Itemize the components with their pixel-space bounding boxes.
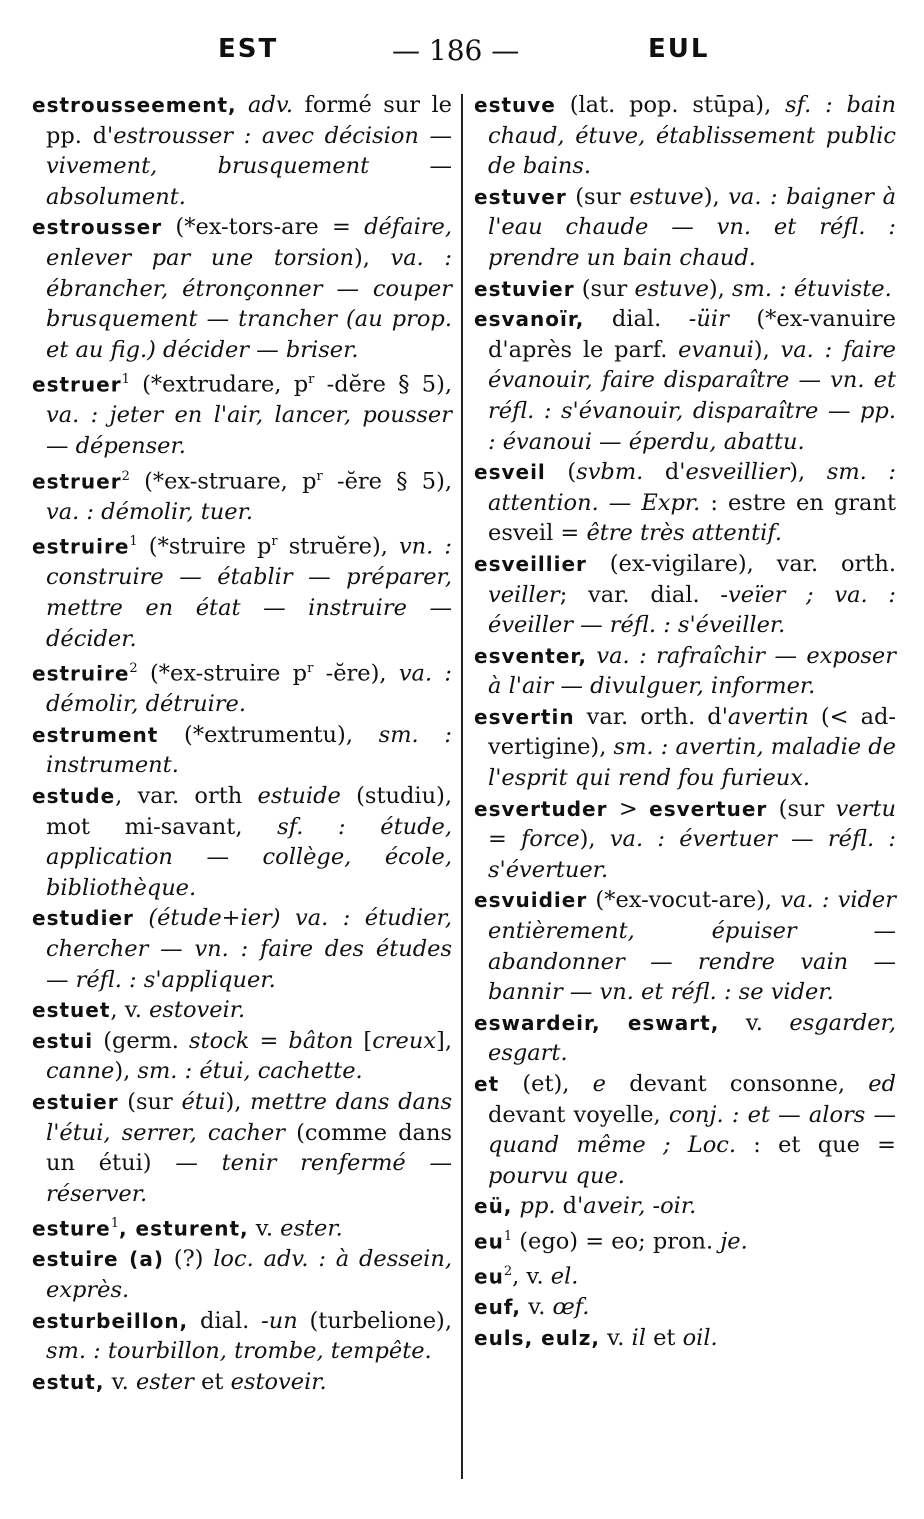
dictionary-entry: [32, 1026, 452, 1087]
entry-text-italic: estoveir.: [230, 1368, 327, 1395]
headword: esveillier: [474, 551, 587, 576]
entry-text: ),: [753, 336, 781, 363]
superscript: r: [308, 372, 315, 388]
entry-text-italic: sm. : étui, cachette.: [137, 1058, 363, 1085]
headword: eswardeir, eswart,: [474, 1010, 720, 1035]
dictionary-entry: [32, 90, 452, 212]
entry-text: ),: [353, 244, 391, 271]
dictionary-entry: [32, 720, 452, 781]
dictionary-entry: [32, 1087, 452, 1209]
superscript: 2: [129, 661, 138, 677]
headword: estruire: [32, 661, 130, 686]
entry-text-italic: œf.: [552, 1294, 590, 1321]
headword: esvertin: [474, 704, 575, 729]
headword: estut,: [32, 1369, 105, 1394]
entry-text-italic: creux: [372, 1027, 437, 1054]
entry-text-italic: estuve: [634, 275, 709, 302]
entry-text: (*ex-vanuire d'après le parf.: [488, 306, 896, 363]
entry-text: [: [353, 1027, 373, 1054]
headword: estui: [32, 1028, 94, 1053]
entry-text-italic: estuve: [629, 183, 704, 210]
entry-text: , var. orth: [115, 783, 258, 810]
entry-text: (*extrumentu),: [158, 721, 379, 748]
entry-text-italic: défaire, enlever par une torsion: [46, 214, 452, 271]
superscript: 1: [110, 1216, 119, 1232]
headword: estrument: [32, 722, 159, 747]
entry-text: =: [249, 1027, 289, 1054]
entry-text: v.: [521, 1294, 553, 1321]
entry-text-italic: oil.: [682, 1324, 718, 1351]
dictionary-entry: [32, 1209, 452, 1244]
entry-text-italic: estrousser: [113, 122, 234, 149]
entry-text: : estre en grant esveil =: [488, 489, 896, 547]
entry-text: dial.: [584, 306, 689, 333]
entry-text-italic: va. : baigner à l'eau chaude — vn. et réfl. : prendre un bain chaud.: [488, 183, 896, 271]
entry-text: devant voyelle,: [488, 1101, 669, 1128]
dictionary-entry: [474, 549, 896, 641]
entry-text-italic: avertin: [727, 703, 809, 730]
entry-text: v.: [248, 1215, 281, 1242]
entry-text: ),: [708, 275, 732, 302]
entry-text: -dĕre § 5),: [314, 371, 452, 398]
headword: estudier: [32, 906, 134, 931]
entry-text-italic: mettre dans dans l'étui, serrer, cacher: [46, 1089, 452, 1146]
entry-text-italic: ester.: [280, 1215, 343, 1242]
headword: et: [474, 1072, 500, 1096]
entry-text: (comme dans un étui) —: [46, 1119, 453, 1177]
headword: esvanoïr,: [474, 307, 585, 332]
entry-text: (studiu), mot mi-savant,: [46, 783, 452, 840]
superscript: 1: [121, 372, 130, 388]
running-header: [0, 34, 924, 74]
dictionary-entry: [474, 1069, 896, 1191]
entry-text: (sur: [767, 795, 836, 822]
dictionary-entry: [474, 794, 896, 886]
headword: estuvier: [474, 276, 575, 301]
dictionary-entry: [32, 654, 452, 720]
entry-text: -ĕre § 5),: [322, 468, 452, 495]
entry-text: , v.: [110, 997, 150, 1024]
entry-text-italic: svbm.: [576, 459, 644, 486]
superscript: 2: [121, 468, 130, 484]
entry-text: d': [643, 459, 686, 486]
dictionary-entry: [32, 462, 452, 528]
headword: esvertuer: [649, 796, 768, 821]
entry-text: : et que =: [736, 1132, 896, 1159]
entry-text-italic: canne: [46, 1058, 115, 1085]
entry-text: dial.: [188, 1307, 262, 1334]
entry-text: (*ex-struare, p: [129, 468, 317, 495]
superscript: r: [307, 661, 314, 677]
dictionary-entry: [474, 1257, 896, 1292]
superscript: 1: [503, 1228, 513, 1244]
dictionary-entry: [474, 1008, 896, 1069]
dictionary-entry: [32, 781, 452, 903]
dictionary-entry: [474, 885, 896, 1007]
headword: estuve: [474, 93, 556, 117]
entry-text: (sur: [574, 275, 635, 302]
entry-text-italic: va. : jeter en l'air, lancer, pousser — dépenser.: [46, 402, 452, 460]
entry-text-italic: vertu = force: [488, 795, 896, 853]
dictionary-entry: [474, 1292, 896, 1323]
entry-text-italic: evanui: [678, 336, 754, 363]
right-guide-word: EUL: [648, 34, 710, 64]
entry-text-italic: sm. : instrument.: [46, 721, 452, 779]
headword: eu: [474, 1229, 504, 1254]
headword: eü,: [474, 1194, 513, 1219]
entry-text: ),: [114, 1058, 138, 1085]
headword: estuver: [474, 184, 567, 209]
headword: esturbeillon,: [32, 1308, 189, 1333]
entry-text: et: [193, 1368, 231, 1395]
entry-text: , v.: [512, 1263, 551, 1290]
entry-text-italic: el.: [550, 1263, 579, 1290]
entry-text: ; var. dial.: [559, 581, 721, 608]
dictionary-entry: [474, 641, 896, 702]
entry-text-italic: conj. : et — alors — quand même ; Loc.: [488, 1101, 896, 1159]
page-number: — 186 —: [392, 34, 520, 67]
headword: estrousseement,: [32, 93, 237, 117]
column-rule: [461, 94, 463, 1479]
dictionary-entry: [474, 1323, 896, 1354]
entry-text-italic: aveir, -oir.: [583, 1193, 697, 1220]
entry-text-italic: loc. adv. : à dessein, exprès.: [46, 1246, 452, 1304]
headword: esventer,: [474, 643, 587, 668]
dictionary-entry: [32, 1367, 452, 1398]
entry-text-italic: va. : vider entièrement, épuiser — abandonner — rendre vain — bannir — vn. et réfl. : se vider.: [488, 887, 896, 1006]
entry-text-italic: vn. : construire — établir — préparer, mettre en état — instruire — décider.: [46, 533, 452, 652]
entry-text-italic: va. : démolir, détruire.: [46, 660, 452, 718]
entry-text-italic: : avec décision — vivement, brusquement — absolument.: [46, 122, 453, 210]
dictionary-entry: [32, 995, 452, 1026]
entry-text: (*ex-tors-are =: [162, 214, 365, 241]
entry-text: ],: [436, 1027, 452, 1054]
entry-text-italic: -veïer ; va. : éveiller — réfl. : s'éveiller.: [488, 581, 896, 639]
entry-text: (ex-vigilare), var. orth.: [586, 550, 896, 577]
entry-text-italic: ed: [868, 1071, 896, 1097]
dictionary-entry: [474, 182, 896, 274]
entry-text: (*extrudare, p: [129, 371, 309, 398]
entry-text: ),: [703, 183, 729, 210]
headword: esture: [32, 1216, 111, 1241]
entry-text: (turbelione),: [297, 1307, 452, 1334]
entry-text-italic: va. : rafraîchir — exposer à l'air — divulguer, informer.: [488, 642, 896, 700]
headword: esvuidier: [474, 888, 588, 913]
entry-text-italic: -üir: [688, 306, 729, 333]
entry-text: (< ad-vertigine),: [488, 703, 897, 761]
dictionary-entry: [32, 527, 452, 654]
entry-text: d': [555, 1193, 584, 1220]
entry-text-italic: e: [592, 1071, 606, 1097]
entry-text-italic: pp.: [512, 1193, 556, 1220]
dictionary-entry: [474, 90, 896, 182]
left-column: [32, 90, 452, 1397]
entry-text: (germ.: [93, 1027, 190, 1054]
entry-text-italic: sf. : étude, application — collège, école, bibliothèque.: [46, 813, 452, 901]
entry-text-italic: -un: [261, 1307, 298, 1334]
dictionary-entry: [474, 457, 896, 549]
entry-text-italic: (étude+ier) va. : étudier, chercher — vn. : faire des études — réfl. : s'appliquer.: [46, 905, 452, 993]
dictionary-entry: [32, 1244, 452, 1305]
entry-text-italic: être très attentif.: [586, 520, 783, 547]
entry-text-italic: estuide: [257, 783, 341, 810]
headword: estruire: [32, 534, 130, 559]
entry-text: (*ex-struire p: [137, 660, 308, 687]
entry-text: var. orth. d': [574, 703, 728, 730]
superscript: r: [271, 534, 278, 550]
headword: estuire (a): [32, 1247, 164, 1272]
headword: estrousser: [32, 215, 163, 240]
entry-text: >: [607, 795, 650, 822]
entry-text-italic: stock: [189, 1027, 250, 1054]
dictionary-entry: [474, 1191, 896, 1222]
headword: estuet: [32, 998, 111, 1023]
entry-text: ),: [789, 459, 827, 486]
dictionary-entry: [32, 365, 452, 461]
headword: esveil: [474, 460, 546, 485]
entry-text: (sur: [566, 183, 630, 210]
entry-text: (sur: [118, 1089, 182, 1115]
entry-text: (ego) = eo; pron.: [512, 1228, 721, 1255]
entry-text-italic: étui: [181, 1089, 226, 1115]
entry-text: devant consonne,: [606, 1071, 869, 1097]
entry-text-italic: je.: [720, 1228, 748, 1255]
headword: eu: [474, 1264, 504, 1289]
entry-text-italic: va. : ébrancher, étronçonner — couper brusquement — trancher (au prop. et au fig.) décider — briser.: [46, 244, 452, 363]
headword: , esturent,: [118, 1216, 249, 1241]
entry-text: (et),: [499, 1071, 593, 1097]
entry-text-italic: adv.: [236, 92, 294, 118]
entry-text-italic: sm. : étuviste.: [732, 275, 892, 302]
entry-text: (*struire p: [137, 533, 272, 560]
entry-text: ),: [225, 1089, 251, 1115]
entry-text-italic: il: [631, 1324, 646, 1351]
dictionary-entry: [474, 304, 896, 457]
entry-text-italic: ester: [135, 1368, 194, 1395]
entry-text-italic: sm. : attention. — Expr.: [488, 459, 896, 516]
dictionary-entry: [32, 212, 452, 365]
left-guide-word: EST: [218, 34, 279, 64]
entry-text-italic: tenir renfermé — réserver.: [46, 1150, 452, 1207]
superscript: 2: [503, 1264, 513, 1280]
entry-text: -ĕre),: [313, 660, 399, 687]
entry-text-italic: pourvu que.: [488, 1162, 625, 1189]
dictionary-entry: [474, 274, 896, 305]
entry-text: v.: [719, 1009, 790, 1036]
dictionary-entry: [32, 1306, 452, 1367]
entry-text-italic: bâton: [288, 1027, 354, 1054]
entry-text: v.: [104, 1368, 136, 1395]
entry-text-italic: va. : démolir, tuer.: [46, 498, 254, 525]
entry-text-italic: sm. : tourbillon, trombe, tempête.: [46, 1338, 432, 1365]
entry-text: struĕre),: [277, 533, 399, 560]
entry-text-italic: estoveir.: [149, 997, 246, 1024]
headword: estruer: [32, 469, 122, 494]
entry-text-italic: esgarder, esgart.: [488, 1009, 896, 1067]
right-column: [474, 90, 896, 1353]
entry-text-italic: esveillier: [685, 459, 790, 486]
entry-text-italic: va. : évertuer — réfl. : s'évertuer.: [488, 826, 896, 883]
dictionary-entry: [32, 903, 452, 995]
entry-text-italic: sm. : avertin, maladie de l'esprit qui rend fou furieux.: [488, 734, 896, 792]
headword: euls, eulz,: [474, 1325, 601, 1350]
entry-text-italic: veiller: [488, 581, 560, 608]
dictionary-entry: [474, 1222, 896, 1257]
entry-text: (lat. pop. stūpa),: [555, 92, 786, 118]
entry-text: (?): [163, 1246, 214, 1273]
entry-text: (: [545, 459, 577, 486]
headword: estude: [32, 784, 116, 809]
entry-text: (*ex-vocut-are),: [587, 887, 781, 914]
superscript: 1: [129, 534, 138, 550]
headword: estruer: [32, 372, 122, 397]
headword: euf,: [474, 1295, 522, 1320]
entry-text: formé sur le pp. d': [46, 92, 452, 149]
dictionary-entry: [474, 702, 896, 794]
entry-text-italic: sf. : bain chaud, étuve, établissement public de bains.: [488, 92, 896, 180]
headword: esvertuder: [474, 796, 608, 821]
superscript: r: [316, 468, 323, 484]
entry-text: v.: [600, 1324, 632, 1351]
headword: estuier: [32, 1090, 119, 1114]
entry-text: ),: [579, 826, 610, 853]
entry-text-italic: va. : faire évanouir, faire disparaître — vn. et réfl. : s'évanouir, disparaître — pp. : évanoui — éperdu, abattu.: [488, 336, 896, 455]
entry-text: et: [645, 1324, 683, 1351]
